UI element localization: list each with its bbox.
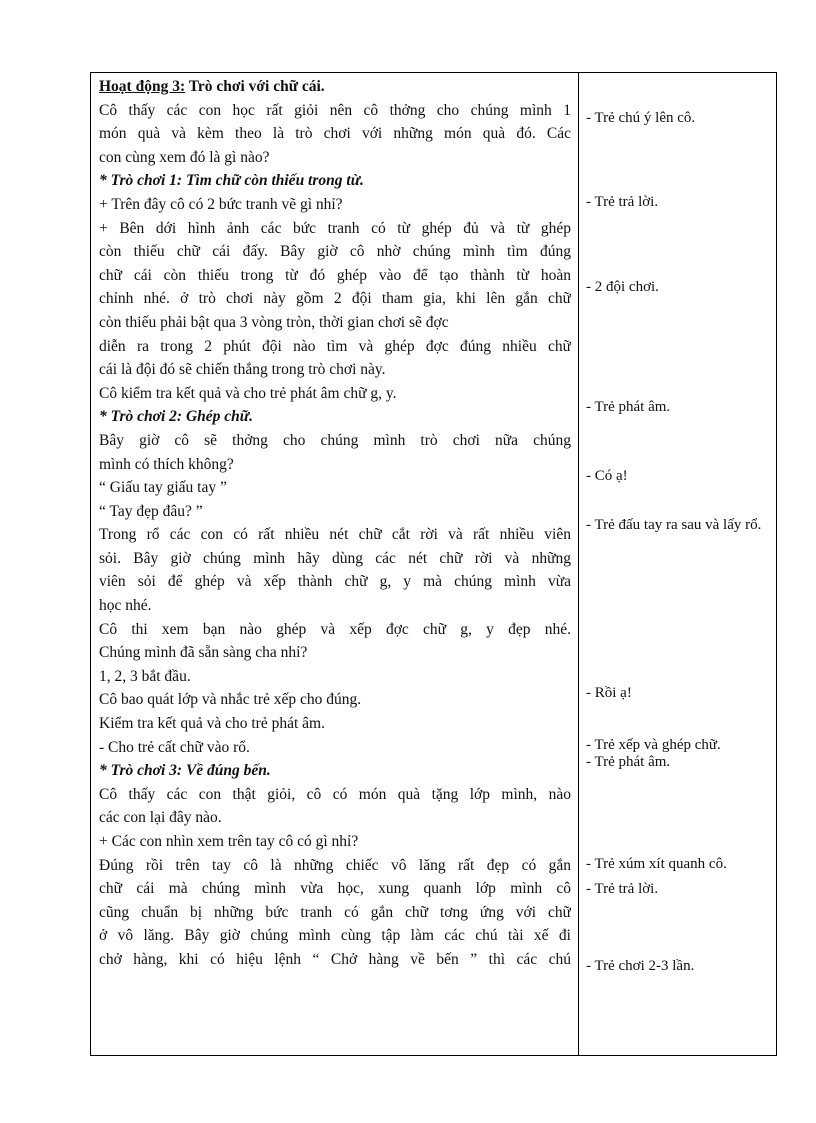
game2-line: “ Giấu tay giấu tay ” xyxy=(99,479,227,497)
game1-line: còn thiếu chữ cái đấy. Bây giờ cô nhờ chúng mình tìm đúng xyxy=(99,243,571,261)
game2-line: viên sỏi để ghép và xếp thành chữ g, y mà chúng mình vừa xyxy=(99,573,571,591)
game3-line: + Các con nhìn xem trên tay cô có gì nhỉ? xyxy=(99,833,359,850)
intro-line: món quà và kèm theo là trò chơi với những món quà đó. Các xyxy=(99,125,571,143)
teacher-activities-column xyxy=(99,75,571,972)
game1-line: diễn ra trong 2 phút đội nào tìm và ghép đợc đúng nhiều chữ xyxy=(99,337,571,355)
game3-line: Cô thấy các con thật giỏi, cô có món quà tặng lớp mình, nào xyxy=(99,785,571,803)
intro-line: Cô thấy các con học rất giỏi nên cô thởng cho chúng mình 1 xyxy=(99,101,571,119)
game2-line: Bây giờ cô sẽ thởng cho chúng mình trò chơi nữa chúng xyxy=(99,431,571,449)
child-response: - 2 đội chơi. xyxy=(586,279,659,295)
game2-line: “ Tay đẹp đâu? ” xyxy=(99,502,203,520)
intro-line: con cùng xem đó là gì nào? xyxy=(99,148,270,166)
game2-line: - Cho trẻ cất chữ vào rổ. xyxy=(99,738,250,756)
activity-heading: Hoạt động 3: Trò chơi với chữ cái. xyxy=(99,78,325,95)
game2-line: mình có thích không? xyxy=(99,455,234,473)
game2-line: Trong rổ các con có rất nhiều nét chữ cắt rời và rất nhiều viên xyxy=(99,526,571,544)
child-response: - Trẻ phát âm. xyxy=(586,754,671,770)
game3-line: chữ cái mà chúng mình vừa học, xung quanh lớp mình cô xyxy=(99,880,571,898)
child-response: - Trẻ trả lời. xyxy=(586,194,659,210)
child-response: - Trẻ phát âm. xyxy=(586,399,671,415)
game1-line: + Trên đây cô có 2 bức tranh vẽ gì nhỉ? xyxy=(99,195,343,213)
game3-line: cũng chuẩn bị những bức tranh có gắn chữ tơng ứng với chữ xyxy=(99,903,571,921)
column-divider xyxy=(578,73,579,1055)
child-response: - Trẻ chơi 2-3 lần. xyxy=(586,958,695,974)
game2-line: Chúng mình đã sẵn sàng cha nhỉ? xyxy=(99,644,308,662)
child-response: - Có ạ! xyxy=(586,468,628,484)
game1-line: chỉnh nhé. ở trò chơi này gồm 2 đội tham gia, khi lên gắn chữ xyxy=(99,290,571,308)
child-response: - Trẻ xếp và ghép chữ. xyxy=(586,737,721,753)
activity-table xyxy=(90,72,777,1056)
game1-line: Cô kiểm tra kết quả và cho trẻ phát âm chữ g, y. xyxy=(99,384,397,402)
game2-line: Kiểm tra kết quả và cho trẻ phát âm. xyxy=(99,715,325,733)
game2-title: * Trò chơi 2: Ghép chữ. xyxy=(99,408,253,426)
game1-line: + Bên dới hình ảnh các bức tranh có từ ghép đủ và từ ghép xyxy=(99,219,571,237)
game1-line: cái là đội đó sẽ chiến thắng trong trò chơi này. xyxy=(99,361,386,379)
game2-line: học nhé. xyxy=(99,597,152,615)
child-response: - Trẻ đấu tay ra sau và lấy rổ. xyxy=(586,517,762,533)
game3-line: ở vô lăng. Bây giờ chúng mình cùng tập làm các chú tài xế đi xyxy=(99,927,571,945)
game1-title: * Trò chơi 1: Tìm chữ còn thiếu trong từ. xyxy=(99,172,364,190)
game3-line: chở hàng, khi có hiệu lệnh “ Chở hàng về bến ” thì các chú xyxy=(99,950,571,968)
child-response: - Rồi ạ! xyxy=(586,685,632,701)
game1-line: chữ cái còn thiếu trong từ đó ghép vào để tạo thành từ hoàn xyxy=(99,266,571,284)
child-response: - Trẻ xúm xít quanh cô. xyxy=(586,856,727,872)
child-response: - Trẻ trả lời. xyxy=(586,881,659,897)
game2-line: 1, 2, 3 bắt đầu. xyxy=(99,667,191,685)
game2-line: sỏi. Bây giờ chúng mình hãy dùng các nét chữ rời và những xyxy=(99,549,571,567)
game2-line: Cô bao quát lớp và nhắc trẻ xếp cho đúng. xyxy=(99,691,362,709)
game3-line: các con lại đây nào. xyxy=(99,809,222,827)
game2-line: Cô thi xem bạn nào ghép và xếp đợc chữ g, y đẹp nhé. xyxy=(99,620,571,638)
game3-line: Đúng rồi trên tay cô là những chiếc vô lăng rất đẹp có gắn xyxy=(99,856,571,874)
game1-line: còn thiếu phải bật qua 3 vòng tròn, thời gian chơi sẽ đợc xyxy=(99,313,449,331)
child-response: - Trẻ chú ý lên cô. xyxy=(586,110,696,126)
game3-title: * Trò chơi 3: Về đúng bến. xyxy=(99,762,271,780)
